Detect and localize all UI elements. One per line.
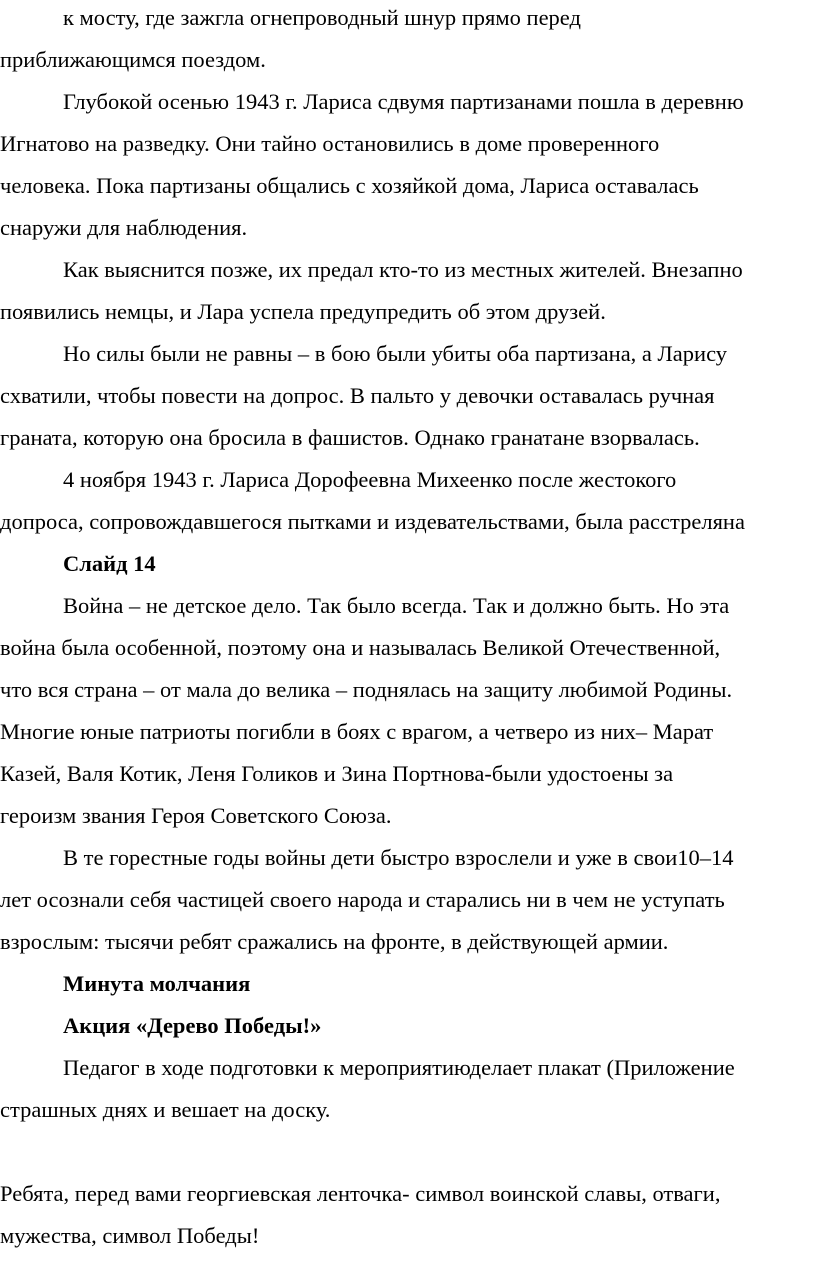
text-line: героизм звания Героя Советского Союза. <box>0 803 392 828</box>
text-line: приближающимся поездом. <box>0 47 266 72</box>
paragraph-start-line: Педагог в ходе подготовки к мероприятиюделает плакат (Приложение <box>63 1055 735 1080</box>
paragraph-start-line: Как выяснится позже, их предал кто-то из местных жителей. Внезапно <box>63 257 743 282</box>
text-line: что вся страна – от мала до велика – поднялась на защиту любимой Родины. <box>0 677 733 702</box>
text-line: человека. Пока партизаны общались с хозяйкой дома, Лариса оставалась <box>0 173 699 198</box>
text-line: появились немцы, и Лара успела предупредить об этом друзей. <box>0 299 606 324</box>
text-line: Многие юные патриоты погибли в боях с врагом, а четверо из них– Марат <box>0 719 714 744</box>
text-line: страшных днях и вешает на доску. <box>0 1097 331 1122</box>
section-heading: Акция «Дерево Победы!» <box>63 1013 322 1038</box>
paragraph-start-line: 4 ноября 1943 г. Лариса Дорофеевна Михеенко после жестокого <box>63 467 677 492</box>
text-line: война была особенной, поэтому она и называлась Великой Отечественной, <box>0 635 721 660</box>
paragraph-start-line: Но силы были не равны – в бою были убиты оба партизана, а Ларису <box>63 341 728 366</box>
section-heading: Слайд 14 <box>63 551 156 576</box>
text-line: Ребята, перед вами георгиевская ленточка- символ воинской славы, отваги, <box>0 1181 721 1206</box>
text-line: граната, которую она бросила в фашистов. Однако гранатане взорвалась. <box>0 425 700 450</box>
paragraph-start-line: Война – не детское дело. Так было всегда. Так и должно быть. Но эта <box>63 593 730 618</box>
text-line: Игнатово на разведку. Они тайно остановились в доме проверенного <box>0 131 660 156</box>
section-heading: Минута молчания <box>63 971 251 996</box>
paragraph-start-line: В те горестные годы войны дети быстро взрослели и уже в свои10–14 <box>63 845 734 870</box>
text-line: лет осознали себя частицей своего народа и старались ни в чем не уступать <box>0 887 725 912</box>
text-line: мужества, символ Победы! <box>0 1223 260 1248</box>
text-line: Казей, Валя Котик, Леня Голиков и Зина Портнова-были удостоены за <box>0 761 674 786</box>
text-line: схватили, чтобы повести на допрос. В пальто у девочки оставалась ручная <box>0 383 715 408</box>
text-line: допроса, сопровождавшегося пытками и издевательствами, была расстреляна <box>0 509 745 534</box>
text-line: взрослым: тысячи ребят сражались на фронте, в действующей армии. <box>0 929 669 954</box>
paragraph-start-line: Глубокой осенью 1943 г. Лариса сдвумя партизанами пошла в деревню <box>63 89 744 114</box>
text-line: к мосту, где зажгла огнепроводный шнур прямо перед <box>63 5 581 30</box>
text-line: снаружи для наблюдения. <box>0 215 248 240</box>
